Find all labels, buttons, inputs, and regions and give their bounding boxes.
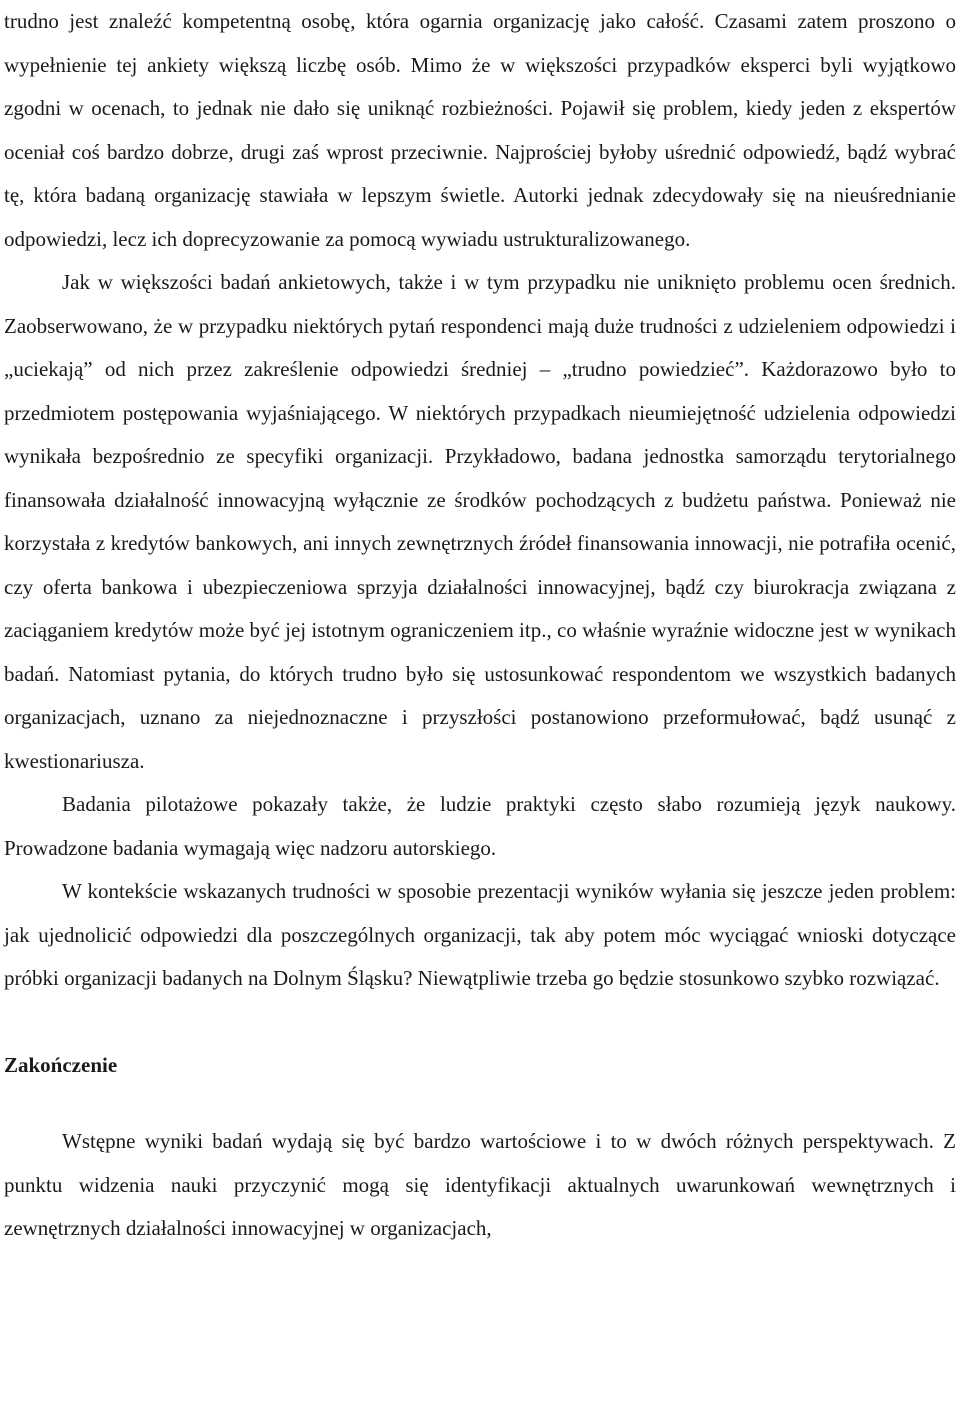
paragraph-5: Wstępne wyniki badań wydają się być bardzo wartościowe i to w dwóch różnych perspektywach. Z punktu widzenia nauki przyczynić mogą się identyfikacji aktualnych uwarunkowań wewnętrznych i zewnętrznych działalności innowacyjnej w organizacjach, (4, 1129, 956, 1240)
section-heading: Zakończenie (4, 1052, 118, 1077)
paragraph-3: Badania pilotażowe pokazały także, że ludzie praktyki często słabo rozumieją język naukowy. Prowadzone badania wymagają więc nadzoru autorskiego. (4, 792, 956, 860)
spacer (4, 1001, 956, 1044)
document-page (4, 0, 956, 1251)
spacer (4, 1087, 956, 1120)
paragraph-4: W kontekście wskazanych trudności w sposobie prezentacji wyników wyłania się jeszcze jeden problem: jak ujednolicić odpowiedzi dla poszczególnych organizacji, tak aby potem móc wyciągać wnioski dotyczące próbki organizacji badanych na Dolnym Śląsku? Niewątpliwie trzeba go będzie stosunkowo szybko rozwiązać. (4, 879, 956, 990)
paragraph-1: trudno jest znaleźć kompetentną osobę, która ogarnia organizację jako całość. Czasami zatem proszono o wypełnienie tej ankiety większą liczbę osób. Mimo że w większości przypadków eksperci byli wyjątkowo zgodni w ocenach, to jednak nie dało się uniknąć rozbieżności. Pojawił się problem, kiedy jeden z ekspertów oceniał coś bardzo dobrze, drugi zaś wprost przeciwnie. Najprościej byłoby uśrednić odpowiedź, bądź wybrać tę, która badaną organizację stawiała w lepszym świetle. Autorki jednak zdecydowały się na nieuśrednianie odpowiedzi, lecz ich doprecyzowanie za pomocą wywiadu ustrukturalizowanego. (4, 9, 956, 251)
paragraph-2: Jak w większości badań ankietowych, także i w tym przypadku nie uniknięto problemu ocen średnich. Zaobserwowano, że w przypadku niektórych pytań respondenci mają duże trudności z udzieleniem odpowiedzi i „uciekają” od nich przez zakreślenie odpowiedzi średniej – „trudno powiedzieć”. Każdorazowo było to przedmiotem postępowania wyjaśniającego. W niektórych przypadkach nieumiejętność udzielenia odpowiedzi wynikała bezpośrednio ze specyfiki organizacji. Przykładowo, badana jednostka samorządu terytorialnego finansowała działalność innowacyjną wyłącznie ze środków pochodzących z budżetu państwa. Ponieważ nie korzystała z kredytów bankowych, ani innych zewnętrznych źródeł finansowania innowacji, nie potrafiła ocenić, czy oferta bankowa i ubezpieczeniowa sprzyja działalności innowacyjnej, bądź czy biurokracja związana z zaciąganiem kredytów może być jej istotnym ograniczeniem itp., co właśnie wyraźnie widoczne jest w wynikach badań. Natomiast pytania, do których trudno było się ustosunkować respondentom we wszystkich badanych organizacjach, uznano za niejednoznaczne i przyszłości postanowiono przeformułować, bądź usunąć z kwestionariusza. (4, 270, 956, 773)
